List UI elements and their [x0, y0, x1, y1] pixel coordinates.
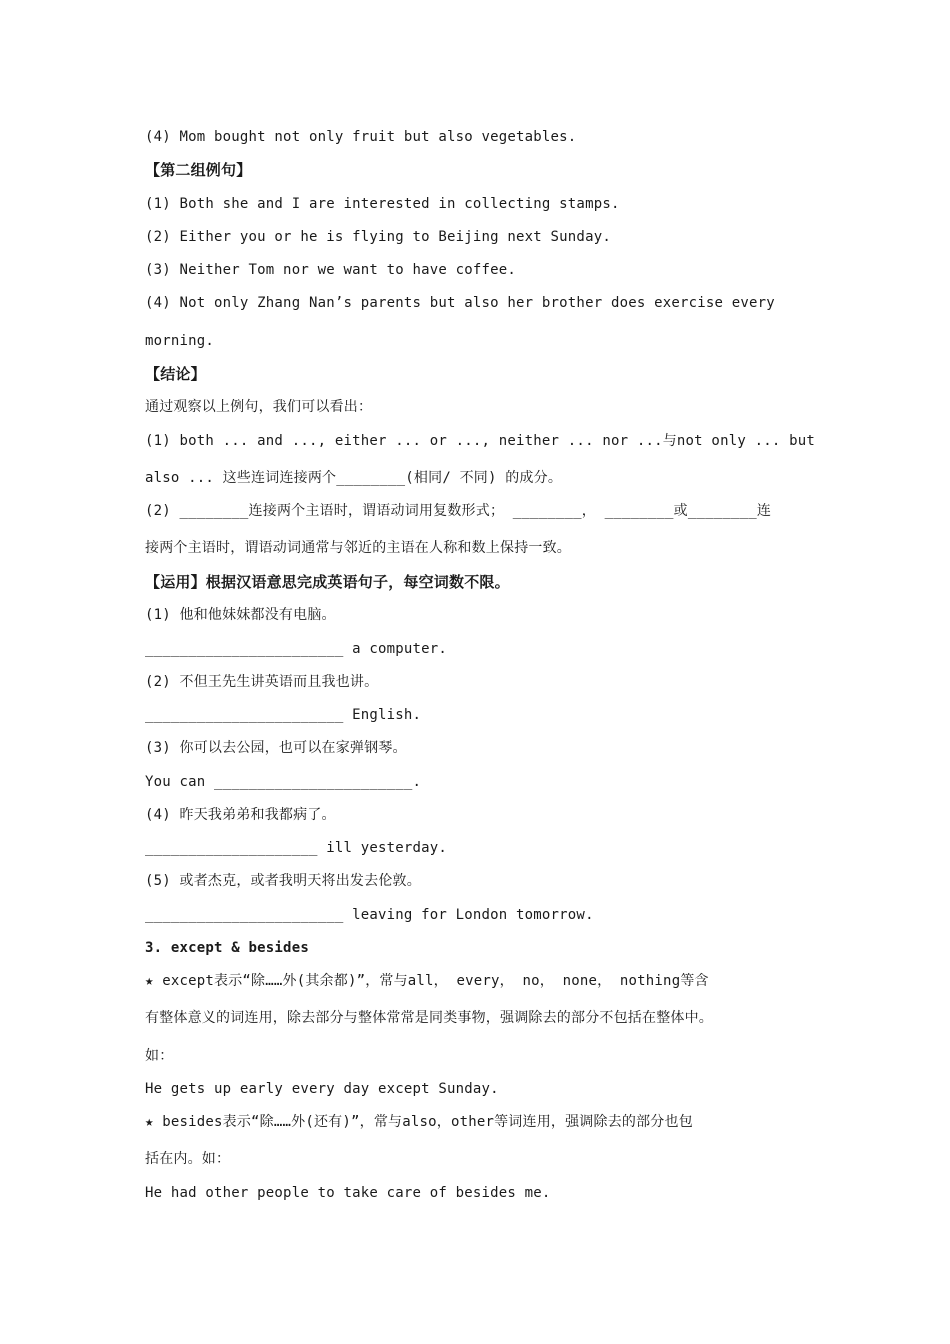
section-heading: 【运用】根据汉语意思完成英语句子，每空词数不限。 [145, 573, 510, 591]
exercise-blank: ____________________ ill yesterday. [145, 840, 448, 856]
exercise-prompt: (2) 不但王先生讲英语而且我也讲。 [145, 674, 379, 690]
example-sentence: (1) Both she and I are interested in collecting stamps. [145, 196, 620, 212]
exercise-prompt: (4) 昨天我弟弟和我都病了。 [145, 807, 336, 823]
paragraph-line: 如： [145, 1048, 174, 1064]
paragraph-line: 括在内。如： [145, 1151, 231, 1167]
example-sentence: (3) Neither Tom nor we want to have coffee. [145, 262, 517, 278]
paragraph-line: also ... 这些连词连接两个________(相同/ 不同) 的成分。 [145, 470, 563, 486]
exercise-blank: _______________________ a computer. [145, 641, 448, 657]
exercise-prompt: (3) 你可以去公园，也可以在家弹钢琴。 [145, 740, 407, 756]
paragraph-line: (2) ________连接两个主语时，谓语动词用复数形式； ________， ________或________连 [145, 503, 772, 519]
exercise-blank: You can _______________________. [145, 774, 422, 790]
example-sentence: (4) Mom bought not only fruit but also vegetables. [145, 129, 577, 145]
exercise-blank: _______________________ leaving for London tomorrow. [145, 907, 594, 923]
example-sentence: He gets up early every day except Sunday. [145, 1081, 499, 1097]
paragraph-line: 接两个主语时，谓语动词通常与邻近的主语在人称和数上保持一致。 [145, 540, 571, 556]
paragraph-line: 有整体意义的词连用，除去部分与整体常常是同类事物，强调除去的部分不包括在整体中。 [145, 1010, 713, 1026]
example-sentence: (2) Either you or he is flying to Beijing next Sunday. [145, 229, 611, 245]
paragraph-line: ★ except表示“除……外(其余都)”，常与all， every， no， none， nothing等含 [145, 973, 709, 989]
paragraph-line: (1) both ... and ..., either ... or ..., neither ... nor ...与not only ... but [145, 433, 815, 449]
section-heading: 【第二组例句】 [145, 161, 252, 179]
paragraph-line: 通过观察以上例句，我们可以看出： [145, 399, 373, 415]
section-heading: 【结论】 [145, 365, 206, 383]
exercise-blank: _______________________ English. [145, 707, 422, 723]
exercise-prompt: (1) 他和他妹妹都没有电脑。 [145, 607, 336, 623]
example-sentence: He had other people to take care of besides me. [145, 1185, 551, 1201]
section-heading: 3. except & besides [145, 940, 309, 956]
example-sentence: (4) Not only Zhang Nan’s parents but also her brother does exercise every [145, 295, 775, 311]
exercise-prompt: (5) 或者杰克，或者我明天将出发去伦敦。 [145, 873, 421, 889]
example-sentence-cont: morning. [145, 333, 215, 349]
paragraph-line: ★ besides表示“除……外(还有)”，常与also，other等词连用，强调除去的部分也包 [145, 1114, 693, 1130]
